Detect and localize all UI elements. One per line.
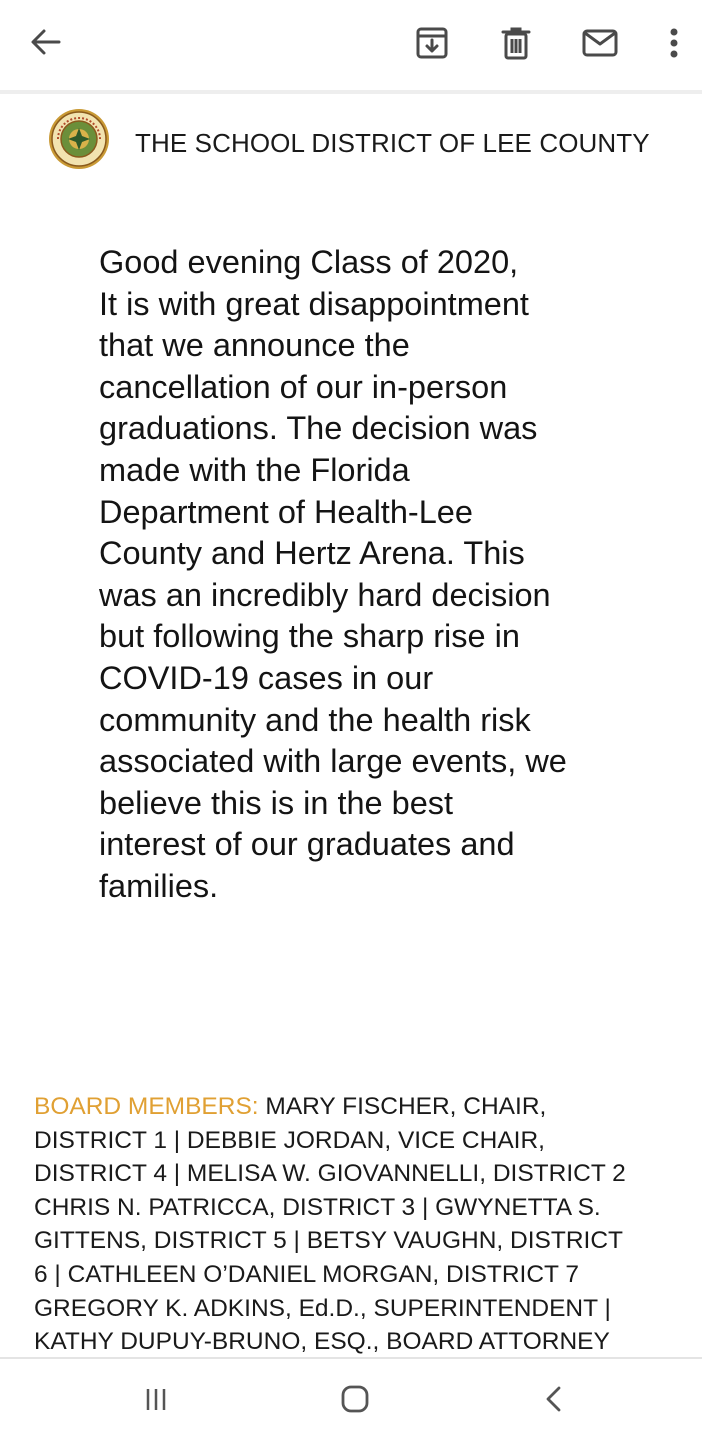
home-icon: [338, 1382, 372, 1416]
message-line: was an incredibly hard decision: [99, 576, 551, 613]
more-vert-icon: [668, 25, 680, 61]
board-members-footer: [34, 1090, 694, 1359]
board-first-member: MARY FISCHER, CHAIR,: [258, 1093, 547, 1120]
mail-icon: [580, 25, 620, 61]
message-line: community and the health risk: [99, 701, 531, 738]
message-line: Good evening Class of 2020,: [99, 244, 519, 280]
message-line: interest of our graduates and: [99, 826, 515, 863]
district-seal-logo: [48, 108, 110, 170]
trash-icon: [498, 25, 534, 61]
message-line: cancellation of our in-person: [99, 368, 508, 405]
message-line: associated with large events, we: [99, 743, 567, 780]
email-toolbar: [0, 0, 702, 90]
district-name: THE SCHOOL DISTRICT OF LEE COUNTY: [135, 128, 650, 158]
board-line: DISTRICT 1 | DEBBIE JORDAN, VICE CHAIR,: [34, 1126, 545, 1154]
archive-button[interactable]: [406, 17, 458, 69]
message-line: Department of Health-Lee: [99, 493, 473, 530]
board-line: GREGORY K. ADKINS, Ed.D., SUPERINTENDENT |: [34, 1294, 611, 1322]
board-members-label: BOARD MEMBERS:: [34, 1093, 259, 1120]
message-line: but following the sharp rise in: [99, 618, 520, 655]
mark-unread-button[interactable]: [574, 17, 626, 69]
message-line: made with the Florida: [99, 451, 410, 488]
letterhead: [0, 94, 702, 194]
board-line: [34, 1090, 694, 1124]
home-button[interactable]: [327, 1377, 383, 1421]
back-button[interactable]: [20, 16, 72, 68]
more-options-button[interactable]: [648, 17, 700, 69]
board-line: DISTRICT 4 | MELISA W. GIOVANNELLI, DISTRICT 2: [34, 1160, 626, 1188]
message-line: believe this is in the best: [99, 784, 454, 821]
message-line: that we announce the: [99, 327, 410, 364]
chevron-left-icon: [540, 1384, 570, 1414]
message-line: families.: [99, 867, 219, 904]
board-line: 6 | CATHLEEN O’DANIEL MORGAN, DISTRICT 7: [34, 1260, 580, 1288]
board-line: KATHY DUPUY-BRUNO, ESQ., BOARD ATTORNEY: [34, 1328, 610, 1356]
message-line: It is with great disappointment: [99, 285, 529, 322]
system-nav-bar: [0, 1359, 702, 1440]
board-line: GITTENS, DISTRICT 5 | BETSY VAUGHN, DISTRICT: [34, 1227, 623, 1255]
arrow-left-icon: [29, 25, 63, 59]
delete-button[interactable]: [490, 17, 542, 69]
board-line: CHRIS N. PATRICCA, DISTRICT 3 | GWYNETTA S.: [34, 1193, 601, 1221]
message-line: County and Hertz Arena. This: [99, 535, 525, 572]
recents-icon: [141, 1384, 171, 1414]
recents-button[interactable]: [128, 1377, 184, 1421]
message-line: COVID-19 cases in our: [99, 659, 434, 696]
message-line: graduations. The decision was: [99, 410, 538, 447]
message-body: [99, 242, 659, 908]
archive-icon: [414, 25, 450, 61]
system-back-button[interactable]: [527, 1377, 583, 1421]
